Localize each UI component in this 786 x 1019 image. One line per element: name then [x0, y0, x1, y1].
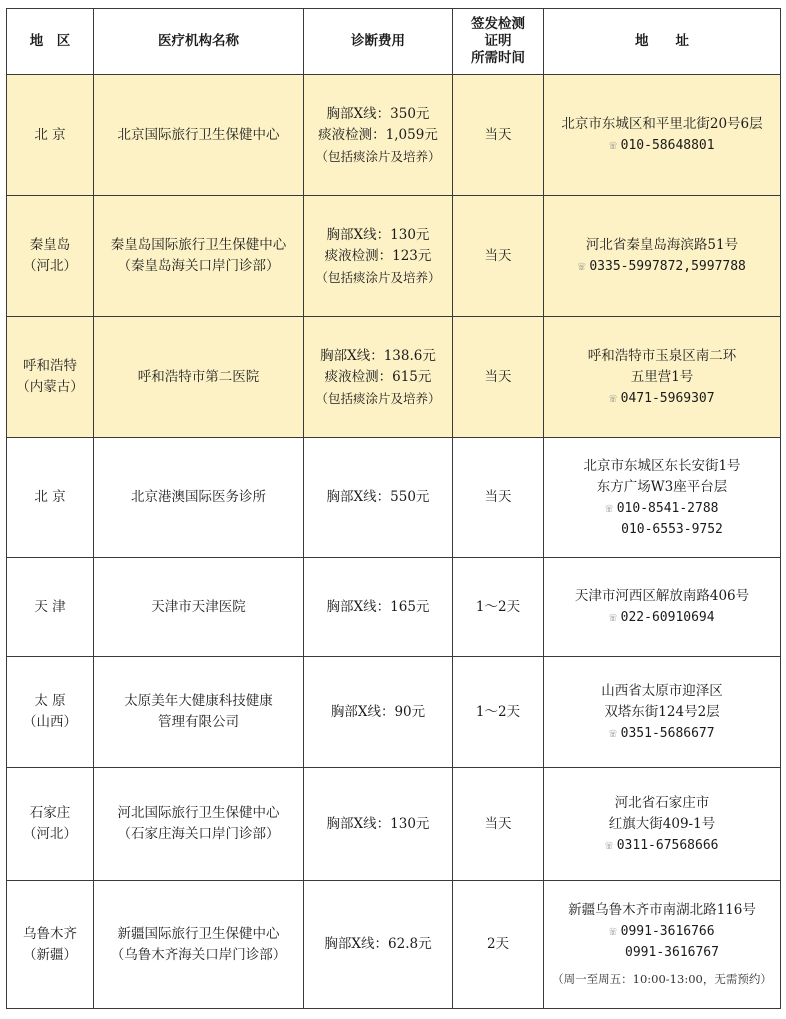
phone-text: 0351-5686677	[620, 725, 715, 741]
institution-text: 太原美年大健康科技健康	[124, 693, 273, 709]
fee-text: （包括痰涂片及培养）	[315, 390, 441, 406]
fee-text: 胸部X线：165元	[326, 598, 430, 615]
header-time-line: 签发检测	[471, 16, 525, 32]
cell-institution	[94, 881, 304, 1009]
cell-fee	[304, 881, 453, 1009]
address-text: 河北省秦皇岛海滨路51号	[585, 237, 739, 253]
cell-region	[7, 75, 94, 196]
fee-text: （包括痰涂片及培养）	[315, 269, 441, 285]
cell-time: 当天	[453, 317, 544, 438]
region-text: 秦皇岛	[29, 237, 71, 253]
header-region: 地 区	[7, 9, 94, 75]
cell-address	[544, 881, 781, 1009]
institution-text: 管理有限公司	[158, 714, 239, 730]
fee-text: 痰液检测：1,059元	[318, 126, 438, 143]
phone-text: 010-6553-9752	[621, 521, 723, 537]
institution-text: 北京港澳国际医务诊所	[131, 489, 266, 505]
header-time-line: 所需时间	[471, 50, 525, 66]
table-row	[7, 317, 781, 438]
cell-region	[7, 657, 94, 768]
region-text: （山西）	[23, 714, 77, 730]
clinic-table	[6, 8, 781, 1009]
table-row	[7, 438, 781, 558]
cell-region	[7, 558, 94, 657]
cell-region	[7, 317, 94, 438]
phone-number	[548, 607, 776, 628]
phone-icon: ☏	[605, 837, 613, 852]
fee-text: 胸部X线：62.8元	[324, 936, 432, 952]
cell-fee	[304, 657, 453, 768]
cell-region	[7, 768, 94, 881]
table-row	[7, 768, 781, 881]
cell-fee	[304, 317, 453, 438]
table-row	[7, 558, 781, 657]
fee-text: 痰液检测：123元	[324, 247, 432, 264]
phone-text: 0991-3616767	[625, 944, 719, 960]
cell-address	[544, 196, 781, 317]
address-text: 新疆乌鲁木齐市南湖北路116号	[568, 901, 756, 918]
header-fee: 诊断费用	[304, 9, 453, 75]
cell-fee	[304, 75, 453, 196]
phone-icon: ☏	[609, 610, 617, 624]
cell-institution	[94, 657, 304, 768]
cell-fee	[304, 558, 453, 657]
phone-text: 010-8541-2788	[616, 500, 719, 516]
table-row	[7, 75, 781, 196]
cell-time: 2天	[453, 881, 544, 1009]
phone-number	[548, 498, 776, 519]
cell-time: 当天	[453, 75, 544, 196]
cell-address	[544, 657, 781, 768]
cell-time: 当天	[453, 196, 544, 317]
fee-text: 胸部X线：138.6元	[320, 347, 436, 364]
institution-text: （石家庄海关口岸门诊部）	[117, 826, 280, 842]
header-time	[453, 9, 544, 75]
address-text: 北京市东城区和平里北街20号6层	[561, 116, 763, 132]
address-text: 呼和浩特市玉泉区南二环	[587, 347, 737, 364]
region-text: 石家庄	[29, 805, 71, 821]
cell-institution	[94, 558, 304, 657]
phone-text: 0311-67568666	[616, 837, 719, 853]
region-text: （河北）	[23, 258, 77, 274]
fee-text: 胸部X线：550元	[326, 489, 430, 505]
cell-time: 1～2天	[453, 558, 544, 657]
phone-icon: ☏	[578, 259, 586, 273]
phone-number	[548, 942, 776, 963]
cell-address	[544, 558, 781, 657]
fee-text: 胸部X线：130元	[326, 226, 430, 243]
address-text: 山西省太原市迎泽区	[601, 682, 723, 699]
cell-address	[544, 75, 781, 196]
cell-fee	[304, 196, 453, 317]
fee-text: 痰液检测：615元	[324, 368, 432, 385]
address-text: 五里营1号	[630, 368, 694, 385]
cell-address	[544, 438, 781, 558]
institution-text: 天津市天津医院	[151, 598, 246, 615]
phone-text: 0991-3616766	[620, 923, 715, 939]
header-address: 地 址	[544, 9, 781, 75]
fee-text: （包括痰涂片及培养）	[315, 148, 441, 164]
phone-number	[548, 256, 776, 277]
region-text: （内蒙古）	[16, 379, 84, 395]
phone-icon: ☏	[605, 500, 613, 515]
address-text: 河北省石家庄市	[614, 794, 710, 811]
header-time-line: 证明	[484, 33, 512, 49]
fee-text: 胸部X线：130元	[326, 815, 430, 832]
table-row	[7, 881, 781, 1009]
fee-text: 胸部X线：90元	[330, 703, 426, 720]
phone-number	[548, 388, 776, 409]
phone-number	[548, 723, 776, 744]
region-text: 呼和浩特	[23, 358, 77, 374]
cell-address	[544, 317, 781, 438]
cell-time: 当天	[453, 768, 544, 881]
table-body	[7, 75, 781, 1009]
institution-text: 河北国际旅行卫生保健中心	[117, 805, 280, 821]
cell-fee	[304, 438, 453, 558]
header-institution: 医疗机构名称	[94, 9, 304, 75]
institution-text: 新疆国际旅行卫生保健中心	[117, 925, 280, 942]
cell-institution	[94, 317, 304, 438]
cell-region	[7, 881, 94, 1009]
cell-region	[7, 196, 94, 317]
phone-icon: ☏	[609, 138, 617, 152]
fee-text: 胸部X线：350元	[326, 105, 430, 122]
table-row	[7, 196, 781, 317]
address-text: 天津市河西区解放南路406号	[574, 588, 750, 604]
header-row	[7, 9, 781, 75]
phone-icon: ☏	[609, 725, 617, 740]
phone-number	[548, 519, 776, 540]
region-text: 天 津	[34, 598, 66, 615]
address-text: 北京市东城区东长安街1号	[583, 457, 741, 474]
region-text: （河北）	[23, 826, 77, 842]
phone-text: 0335-5997872,5997788	[589, 259, 746, 274]
cell-institution	[94, 768, 304, 881]
institution-text: 秦皇岛国际旅行卫生保健中心	[110, 237, 287, 253]
cell-institution	[94, 75, 304, 196]
region-text: 乌鲁木齐	[23, 925, 77, 942]
phone-icon: ☏	[609, 390, 617, 405]
institution-text: （乌鲁木齐海关口岸门诊部）	[110, 946, 287, 963]
cell-fee	[304, 768, 453, 881]
cell-address	[544, 768, 781, 881]
institution-text: 北京国际旅行卫生保健中心	[117, 126, 280, 143]
institution-text: （秦皇岛海关口岸门诊部）	[117, 258, 280, 274]
phone-icon: ☏	[609, 923, 617, 938]
table-row	[7, 657, 781, 768]
address-text: 双塔东街124号2层	[604, 703, 720, 720]
cell-time: 当天	[453, 438, 544, 558]
region-text: （新疆）	[23, 946, 77, 963]
phone-text: 022-60910694	[620, 610, 715, 625]
phone-text: 010-58648801	[620, 138, 715, 153]
phone-text: 0471-5969307	[620, 390, 715, 406]
address-text: 红旗大街409-1号	[608, 815, 716, 832]
region-text: 北 京	[34, 489, 66, 505]
hours-note: （周一至周五：10:00-13:00，无需预约）	[552, 971, 772, 986]
cell-region	[7, 438, 94, 558]
phone-number	[548, 135, 776, 156]
region-text: 太 原	[34, 693, 66, 709]
cell-institution	[94, 196, 304, 317]
address-text: 东方广场W3座平台层	[596, 478, 728, 495]
phone-number	[548, 835, 776, 856]
phone-number	[548, 921, 776, 942]
institution-text: 呼和浩特市第二医院	[137, 368, 260, 385]
cell-time: 1～2天	[453, 657, 544, 768]
region-text: 北 京	[34, 126, 66, 143]
cell-institution	[94, 438, 304, 558]
